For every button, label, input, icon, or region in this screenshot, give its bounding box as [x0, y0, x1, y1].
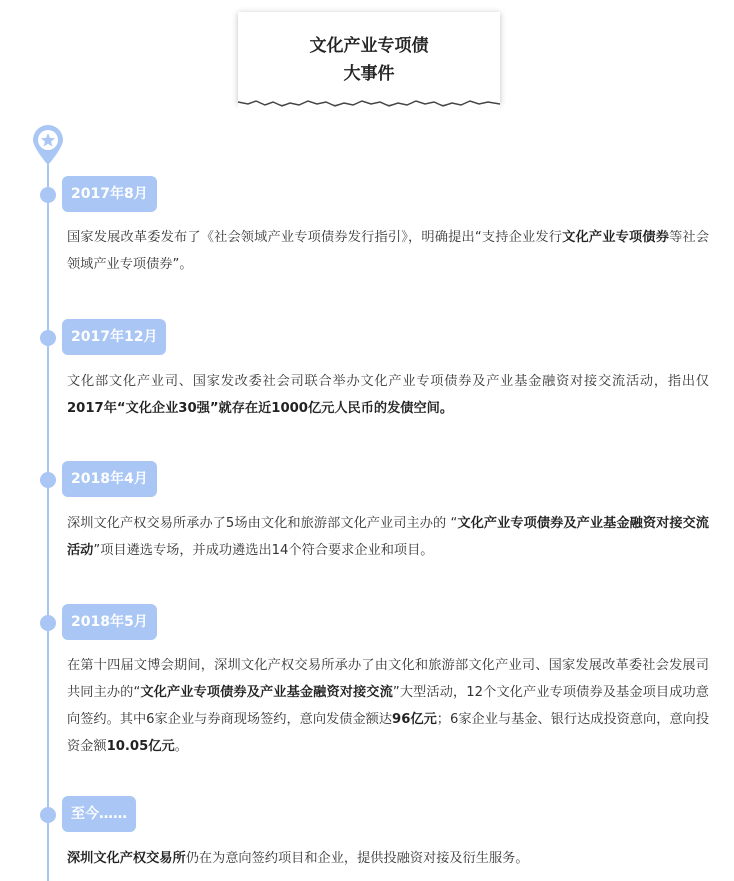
text-segment: ”大型活动，12个文化产业专项债券及基金项目成功意向签约。 [67, 685, 709, 727]
timeline-dot [40, 615, 56, 631]
date-tag: 2018年5月 [62, 604, 157, 640]
timeline-dot [40, 330, 56, 346]
date-tag: 2017年12月 [62, 319, 166, 355]
page-title-line1: 文化产业专项债 [309, 36, 429, 56]
event-description [67, 510, 709, 564]
timeline-dot [40, 472, 56, 488]
date-tag: 2017年8月 [62, 176, 157, 212]
date-tag: 2018年4月 [62, 461, 157, 497]
event-description [67, 652, 709, 760]
event-description [67, 845, 709, 872]
text-segment: ”项目遴选专场，并成功遴选出14个符合要求企业和项目。 [93, 543, 434, 558]
bold-text: 96亿元 [392, 712, 437, 727]
bold-text: 文化产业专项债券及产业基金融资对接交流活动 [67, 516, 709, 558]
timeline-line [47, 150, 49, 881]
event-description [67, 368, 709, 422]
event-description [67, 224, 709, 278]
date-tag: 至今…… [62, 796, 136, 832]
bold-text: 10.05亿元 [106, 739, 175, 754]
text-segment: 国家发展改革委发布了《社会领域产业专项债券发行指引》，明确提出“支持企业发行 [67, 230, 563, 245]
star-pin-icon [31, 124, 65, 166]
text-segment: 文化部文化产业司、国家发改委社会司联合举办文化产业专项债券及产业基金融资对接交流活动，指出仅 [67, 374, 709, 389]
bold-text: 文化产业专项债券 [562, 230, 670, 245]
torn-paper-edge [238, 98, 500, 110]
text-segment: 等社会领域产业专项债券”。 [67, 230, 710, 272]
text-segment: 在第十四届文博会期间，深圳文化产权交易所承办了由文化和旅游部文化产业司、国家发展改革委社会发展司共同主办的“ [67, 658, 709, 700]
text-segment: 深圳文化产权交易所承办了5场由文化和旅游部文化产业司主办的 “ [67, 516, 458, 531]
text-segment: 其中6家企业与券商现场签约，意向发债金额达 [119, 712, 393, 727]
bold-text: 深圳文化产权交易所 [67, 851, 186, 866]
bold-text: 文化产业专项债券及产业基金融资对接交流 [140, 685, 393, 700]
timeline-dot [40, 807, 56, 823]
text-segment: 仍在为意向签约项目和企业，提供投融资对接及衍生服务。 [185, 851, 529, 866]
text-segment: ；6家企业与基金、银行达成投资意向，意向投资金额 [67, 712, 710, 754]
page-title-line2: 大事件 [343, 64, 395, 84]
bold-text: 2017年“文化企业30强”就存在近1000亿元人民币的发债空间。 [67, 401, 454, 416]
text-segment: 。 [174, 739, 188, 754]
title-card [238, 12, 500, 104]
timeline-dot [40, 187, 56, 203]
